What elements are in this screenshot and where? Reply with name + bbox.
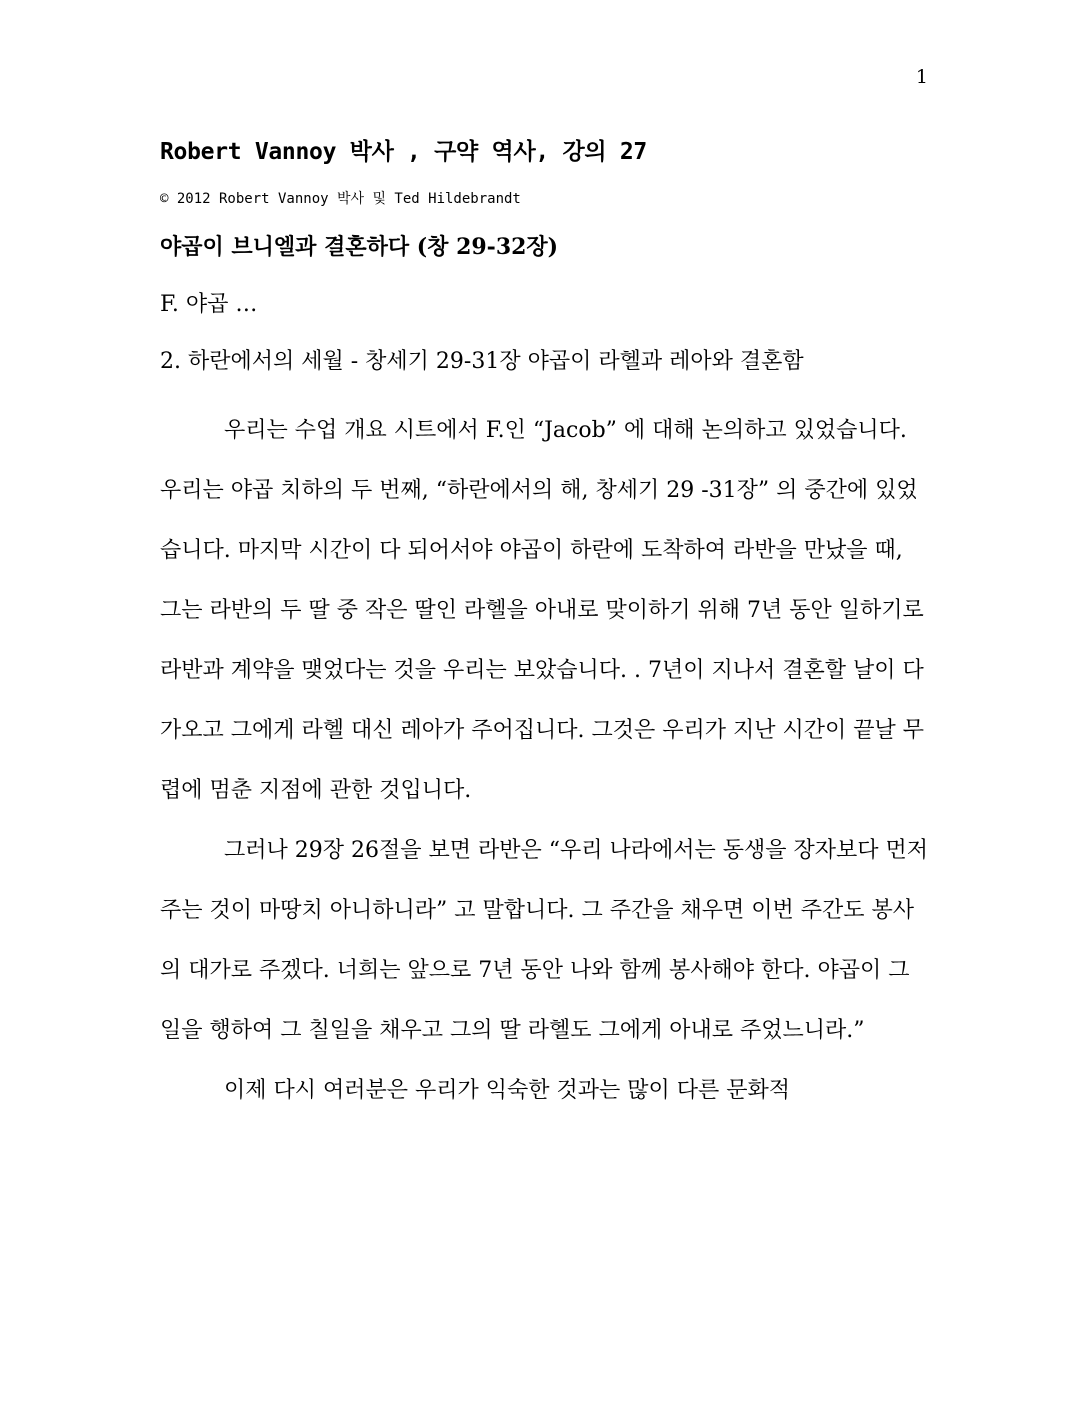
copyright-notice: © 2012 Robert Vannoy 박사 및 Ted Hildebrandt xyxy=(160,191,521,207)
section-title: 야곱이 브니엘과 결혼하다 (창 29-32장) xyxy=(160,234,559,260)
body-paragraph-3: 이제 다시 여러분은 우리가 익숙한 것과는 많이 다른 문화적 xyxy=(224,1078,790,1103)
page-number: 1 xyxy=(915,66,928,88)
document-body xyxy=(160,133,930,1121)
body-paragraph-2: 그러나 29장 26절을 보면 라반은 “우리 나라에서는 동생을 장자보다 먼저 주는 것이 마땅치 아니하니라” 고 말합니다. 그 주간을 채우면 이번 주간도 봉사의 대가로 주겠다. 너희는 앞으로 7년 동안 나와 함께 봉사해야 한다. 야곱이 그 일을 행하여 그 칠일을 채우고 그의 딸 라헬도 그에게 아내로 주었느니라.” xyxy=(160,838,928,1043)
outline-heading-f: F. 야곱 … xyxy=(160,292,258,317)
lecture-title: Robert Vannoy 박사 , 구약 역사, 강의 27 xyxy=(160,139,647,165)
body-paragraph-1: 우리는 수업 개요 시트에서 F.인 “Jacob” 에 대해 논의하고 있었습니다. 우리는 야곱 치하의 두 번째, “하란에서의 해, 창세기 29 -31장” 의 중간에 있었습니다. 마지막 시간이 다 되어서야 야곱이 하란에 도착하여 라반을 만났을 때, 그는 라반의 두 딸 중 작은 딸인 라헬을 아내로 맞이하기 위해 7년 동안 일하기로 라반과 계약을 맺었다는 것을 우리는 보았습니다. . 7년이 지나서 결혼할 날이 다가오고 그에게 라헬 대신 레아가 주어집니다. 그것은 우리가 지난 시간이 끝날 무렵에 멈춘 지점에 관한 것입니다. xyxy=(160,418,924,803)
outline-heading-2: 2. 하란에서의 세월 - 창세기 29-31장 야곱이 라헬과 레아와 결혼함 xyxy=(160,349,804,374)
